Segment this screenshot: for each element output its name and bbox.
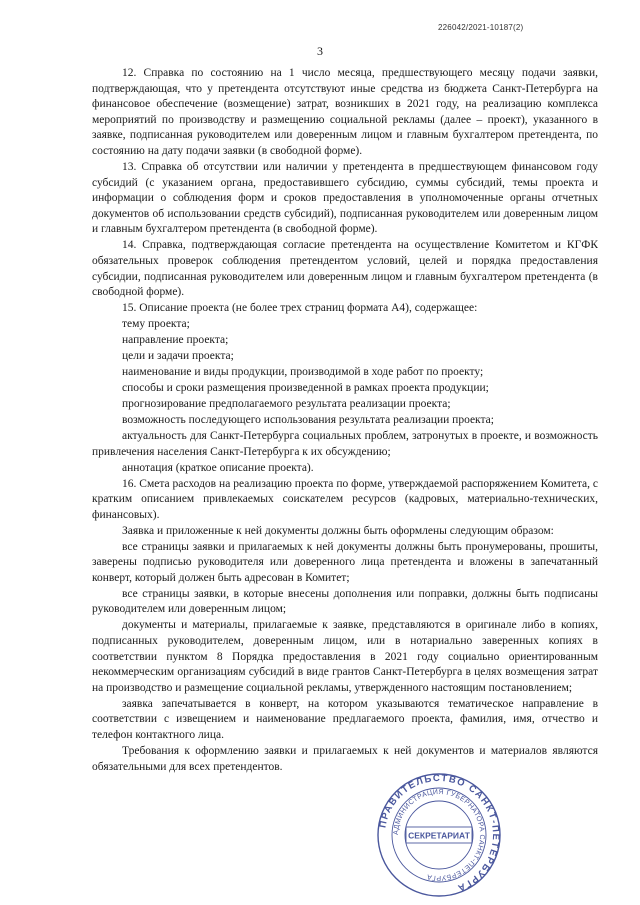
paragraph-16: 16. Смета расходов на реализацию проекта по форме, утверждаемой распоряжением Комитета, с кратким описанием привлекаемых соискателем ресурсов (кадровых, материально-технических, финансовых).	[92, 477, 598, 521]
seal-center-text: СЕКРЕТАРИАТ	[408, 830, 470, 841]
document-body	[92, 66, 598, 776]
paragraph-15: 15. Описание проекта (не более трех страниц формата А4), содержащее:	[122, 302, 478, 315]
requirement-item: все страницы заявки, в которые внесены дополнения или поправки, должны быть подписаны руководителем или доверенным лицом;	[92, 587, 598, 616]
project-description-item: направление проекта;	[122, 334, 229, 347]
requirement-item: заявка запечатывается в конверт, на котором указываются тематическое направление в соответствии с извещением и наименование предлагаемого проекта, фамилия, имя, отчество и телефон контактного лица.	[92, 697, 598, 741]
final-paragraph: Требования к оформлению заявки и прилагаемых к ней документов и материалов являются обязательными для всех претендентов.	[92, 744, 598, 773]
project-description-item: цели и задачи проекта;	[122, 350, 234, 363]
requirement-item: документы и материалы, прилагаемые к заявке, представляются в оригинале либо в копиях, подписанных руководителем, доверенным лицом, или в нотариально заверенных копиях в соответствии пунктом 8 Порядка предоставления в 2021 году социально ориентированным некоммерческим организациям субсидий в виде грантов Санкт-Петербурга в целях возмещения затрат на производство и размещение социальной рекламы, утвержденного настоящим постановлением;	[92, 619, 598, 694]
project-description-item: прогнозирование предполагаемого результата реализации проекта;	[122, 397, 451, 410]
project-description-item: тему проекта;	[122, 318, 190, 331]
project-description-item: актуальность для Санкт-Петербурга социальных проблем, затронутых в проекте, и возможность привлечения населения Санкт-Петербурга к их обсуждению;	[92, 429, 598, 458]
paragraph-13: 13. Справка об отсутствии или наличии у претендента в предшествующем финансовом году субсидий (с указанием органа, предоставившего субсидию, суммы субсидий, темы проекта и информации о соблюдения форм и сроков предоставления в уполномоченные органы отчетных документов об использовании средств субсидий), подписанная руководителем или доверенным лицом и главным бухгалтером претендента (в свободной форме).	[92, 160, 598, 236]
paragraph-14: 14. Справка, подтверждающая согласие претендента на осуществление Комитетом и КГФК обязательных проверок соблюдения претендентом условий, целей и порядка предоставления субсидии, подписанная руководителем или доверенным лицом и главным бухгалтером претендента (в свободной форме).	[92, 239, 598, 299]
project-description-item: аннотация (краткое описание проекта).	[122, 461, 314, 474]
seal-outer-text: ПРАВИТЕЛЬСТВО САНКТ-ПЕТЕРБУРГА	[377, 772, 502, 894]
seal-inner-text: АДМИНИСТРАЦИЯ ГУБЕРНАТОРА САНКТ-ПЕТЕРБУРГА	[392, 788, 486, 882]
page-number: 3	[317, 44, 323, 58]
document-number: 226042/2021-10187(2)	[438, 23, 524, 32]
project-description-item: возможность последующего использования результата реализации проекта;	[122, 413, 494, 426]
project-description-item: способы и сроки размещения произведенной в рамках проекта продукции;	[122, 382, 489, 394]
project-description-item: наименование и виды продукции, производимой в ходе работ по проекту;	[122, 366, 484, 379]
requirement-item: все страницы заявки и прилагаемых к ней документы должны быть пронумерованы, прошиты, заверены подписью руководителя или доверенного лица претендента и вложены в запечатанный конверт, который должен быть адресован в Комитет;	[92, 540, 598, 584]
official-seal	[376, 772, 502, 898]
requirements-intro: Заявка и приложенные к ней документы должны быть оформлены следующим образом:	[122, 524, 554, 537]
paragraph-12: 12. Справка по состоянию на 1 число месяца, предшествующего месяцу подачи заявки, подтверждающая, что у претендента отсутствуют иные средства из бюджета Санкт-Петербурга на финансовое обеспечение (возмещение) затрат, возникших в 2021 году, на реализацию комплекса мероприятий по производству и размещению социальной рекламы (далее – проект), указанного в заявке, подписанная руководителем или доверенным лицом и главным бухгалтером претендента, по состоянию на дату подачи заявки (в свободной форме).	[92, 67, 598, 157]
